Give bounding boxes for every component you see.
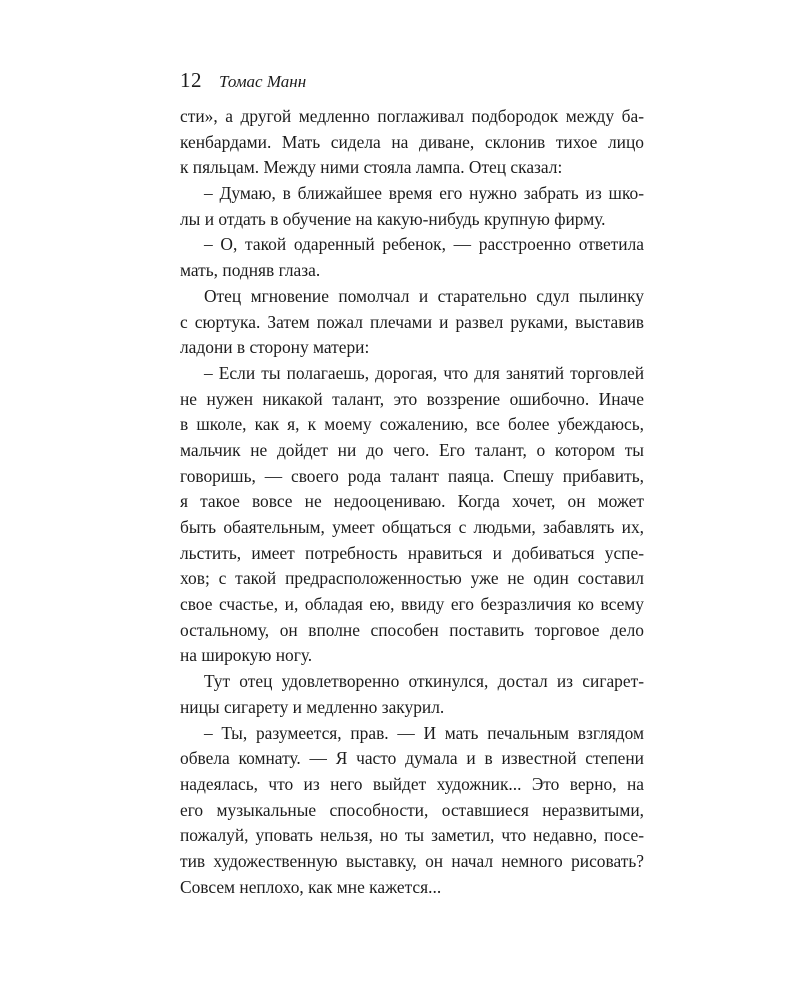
text-line: свое счастье, и, обладая ею, ввиду его безразличия ко всему (180, 594, 644, 615)
text-line: – Думаю, в ближайшее время его нужно забрать из шко- (204, 183, 644, 204)
text-line: Тут отец удовлетворенно откинулся, достал из сигарет- (204, 671, 644, 692)
text-line: к пяльцам. Между ними стояла лампа. Отец сказал: (180, 157, 563, 178)
text-line: с сюртука. Затем пожал плечами и развел руками, выставив (180, 311, 644, 332)
text-line: я такое вовсе не недооцениваю. Когда хочет, он может (180, 491, 644, 512)
text-line: Совсем неплохо, как мне кажется... (180, 876, 442, 897)
text-line: в школе, как я, к моему сожалению, все более убеждаюсь, (180, 414, 644, 435)
text-line: – Ты, разумеется, прав. — И мать печальным взглядом (204, 722, 644, 743)
text-line: надеялась, что из него выйдет художник... Это верно, на (180, 773, 644, 794)
text-line: хов; с такой предрасположенностью уже не один составил (180, 568, 644, 589)
running-head (180, 68, 644, 98)
text-line: ницы сигарету и медленно закурил. (180, 696, 445, 717)
text-line: говоришь, — своего рода талант паяца. Спешу прибавить, (180, 465, 644, 486)
text-line: Отец мгновение помолчал и старательно сдул пылинку (204, 285, 644, 306)
text-line: пожалуй, уповать нельзя, но ты заметил, что недавно, посе- (180, 825, 644, 846)
text-line: не нужен никакой талант, это воззрение ошибочно. Иначе (180, 388, 644, 409)
text-line: – О, такой одаренный ребенок, — расстроенно ответила (204, 234, 644, 255)
body-text (180, 104, 644, 900)
text-line: мать, подняв глаза. (180, 260, 321, 281)
book-author: Томас Манн (219, 72, 307, 91)
text-line: быть обаятельным, умеет общаться с людьми, забавлять их, (180, 517, 644, 537)
text-line: сти», а другой медленно поглаживал подбородок между ба- (180, 106, 644, 126)
text-line: лы и отдать в обучение на какую-нибудь крупную фирму. (180, 208, 606, 229)
page-number: 12 (180, 68, 202, 92)
text-line: тив художественную выставку, он начал немного рисовать? (180, 850, 644, 871)
text-line: остальному, он вполне способен поставить торговое дело (180, 619, 644, 640)
text-line: – Если ты полагаешь, дорогая, что для занятий торговлей (204, 362, 644, 383)
text-line: мальчик не дойдет ни до чего. Его талант, о котором ты (180, 439, 644, 460)
text-line: его музыкальные способности, оставшиеся неразвитыми, (180, 799, 644, 820)
text-line: ладони в сторону матери: (180, 337, 370, 358)
text-line: льстить, имеет потребность нравиться и добиваться успе- (180, 542, 644, 563)
text-line: кенбардами. Мать сидела на диване, склонив тихое лицо (180, 131, 644, 152)
text-line: обвела комнату. — Я часто думала и в известной степени (180, 748, 644, 769)
text-line: на широкую ногу. (180, 645, 313, 666)
